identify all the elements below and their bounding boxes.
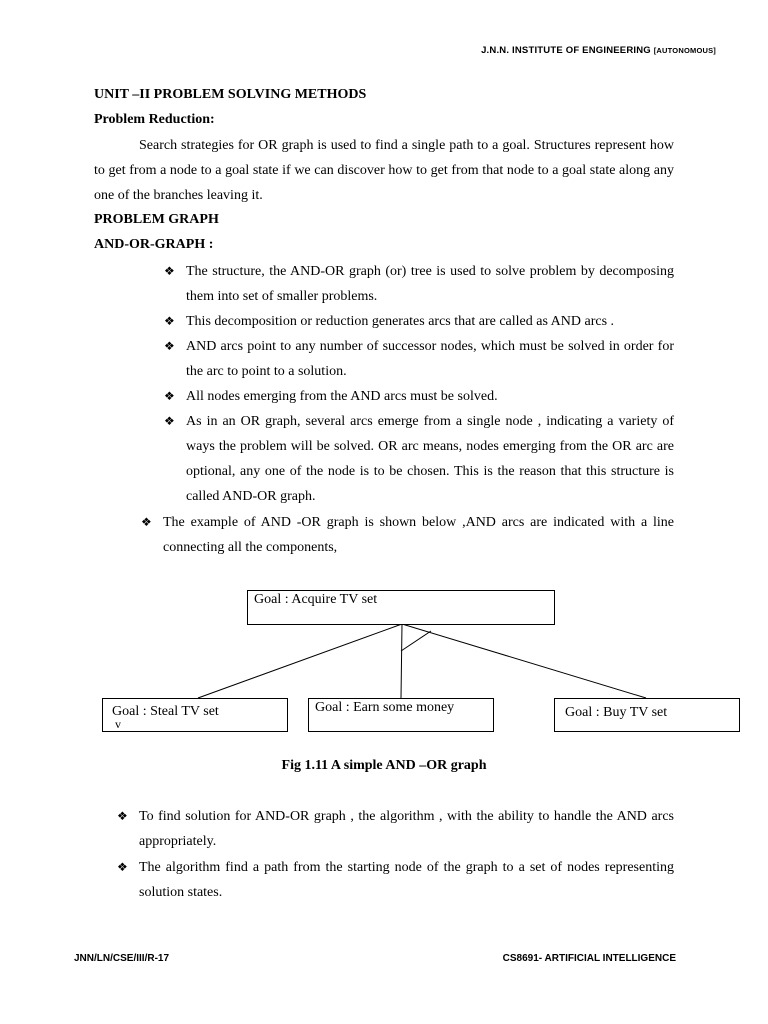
figure-caption: Fig 1.11 A simple AND –OR graph xyxy=(281,758,487,773)
node-label-extra: v xyxy=(115,717,121,731)
institute-status: [AUTONOMOUS] xyxy=(653,46,716,55)
list-item xyxy=(117,855,674,905)
node-label: Goal : Buy TV set xyxy=(565,705,668,720)
diamond-bullet-icon: ❖ xyxy=(117,860,128,874)
edge-to-earn xyxy=(401,624,402,698)
goal-node-steal-tv xyxy=(102,698,288,732)
diamond-bullet-icon: ❖ xyxy=(164,264,175,278)
bullet-text: As in an OR graph, several arcs emerge from a single node , indicating a variety of ways the problem will be solved. OR arc means, nodes emerging from the OR arc are optional, any one of the node is to be chosen. This is the reason that this structure is called AND-OR graph. xyxy=(186,414,674,504)
bullet-text: The algorithm find a path from the starting node of the graph to a set of nodes representing solution states. xyxy=(139,860,674,900)
diamond-bullet-icon: ❖ xyxy=(164,314,175,328)
goal-node-acquire-tv xyxy=(247,590,555,625)
and-or-graph-heading: AND-OR-GRAPH : xyxy=(94,237,214,252)
list-item xyxy=(117,804,674,854)
problem-reduction-paragraph: Search strategies for OR graph is used to find a single path to a goal. Structures represent how to get from a node to a goal state if we can discover how to get from that node to a goal state along any one of the branches leaving it. xyxy=(94,138,674,203)
edge-to-steal xyxy=(198,624,402,698)
footer-code: JNN/LN/CSE/III/R-17 xyxy=(74,953,170,964)
and-arc-line xyxy=(401,631,431,651)
bullet-text: AND arcs point to any number of successor nodes, which must be solved in order for the arc to point to a solution. xyxy=(186,339,674,379)
bullet-text: To find solution for AND-OR graph , the algorithm , with the ability to handle the AND arcs appropriately. xyxy=(139,809,674,849)
institute-name: J.N.N. INSTITUTE OF ENGINEERING xyxy=(481,45,651,56)
bullet-text: All nodes emerging from the AND arcs must be solved. xyxy=(186,389,498,404)
problem-graph-heading: PROBLEM GRAPH xyxy=(94,212,219,227)
diamond-bullet-icon: ❖ xyxy=(164,414,175,428)
footer-course: CS8691- ARTIFICIAL INTELLIGENCE xyxy=(502,953,676,964)
diamond-bullet-icon: ❖ xyxy=(141,515,152,529)
edge-to-buy xyxy=(402,624,646,698)
diamond-bullet-icon: ❖ xyxy=(117,809,128,823)
goal-node-earn-money xyxy=(308,698,494,732)
bullet-text: The structure, the AND-OR graph (or) tree is used to solve problem by decomposing them into set of smaller problems. xyxy=(186,264,674,304)
node-label: Goal : Steal TV set xyxy=(112,704,219,719)
diamond-bullet-icon: ❖ xyxy=(164,339,175,353)
node-label: Goal : Acquire TV set xyxy=(254,592,378,607)
bullet-text: The example of AND -OR graph is shown below ,AND arcs are indicated with a line connecting all the components, xyxy=(163,515,674,555)
diamond-bullet-icon: ❖ xyxy=(164,389,175,403)
bullet-text: This decomposition or reduction generates arcs that are called as AND arcs . xyxy=(186,314,615,329)
node-label: Goal : Earn some money xyxy=(315,700,455,715)
goal-node-buy-tv xyxy=(554,698,740,732)
unit-title: UNIT –II PROBLEM SOLVING METHODS xyxy=(94,87,367,102)
problem-reduction-heading: Problem Reduction: xyxy=(94,112,215,127)
